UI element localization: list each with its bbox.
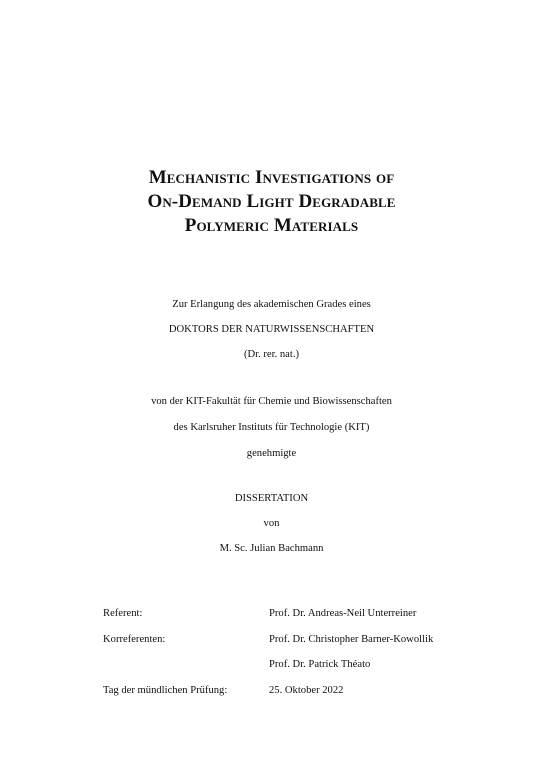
- korreferent-2-value: Prof. Dr. Patrick Théato: [269, 659, 371, 670]
- korreferent-1-value: Prof. Dr. Christopher Barner-Kowollik: [269, 633, 434, 645]
- referent-value: Prof. Dr. Andreas-Neil Unterreiner: [269, 608, 417, 619]
- author-name: M. Sc. Julian Bachmann: [219, 543, 324, 554]
- committee-row-referent: [103, 608, 523, 634]
- committee-table: [103, 608, 523, 710]
- referent-label: Referent:: [103, 608, 143, 619]
- dissertation-block: [0, 486, 543, 561]
- thesis-title: [0, 166, 543, 238]
- degree-intro: Zur Erlangung des akademischen Grades eines: [172, 299, 371, 310]
- exam-date-label: Tag der mündlichen Prüfung:: [103, 684, 228, 696]
- exam-date-value: 25. Oktober 2022: [269, 684, 344, 696]
- von-text: von: [263, 518, 280, 529]
- title-line-2: On-Demand Light Degradable: [147, 191, 396, 212]
- title-line-1: Mechanistic Investigations of: [148, 167, 395, 188]
- institute-name: des Karlsruher Instituts für Technologie (KIT): [173, 422, 370, 433]
- dissertation-label: DISSERTATION: [234, 493, 309, 504]
- committee-row-exam-date: [103, 685, 523, 711]
- faculty-name: von der KIT-Fakultät für Chemie und Biowissenschaften: [151, 396, 392, 407]
- approval-text: genehmigte: [246, 448, 297, 459]
- korreferenten-label: Korreferenten:: [103, 633, 166, 645]
- title-line-3: Polymeric Materials: [184, 215, 359, 236]
- committee-row-korreferent-2: [103, 659, 523, 685]
- degree-block: [0, 292, 543, 367]
- committee-row-korreferent-1: [103, 634, 523, 660]
- faculty-block: [0, 389, 543, 467]
- degree-name: DOKTORS DER NATURWISSENSCHAFTEN: [168, 324, 375, 335]
- degree-abbreviation: (Dr. rer. nat.): [243, 349, 299, 360]
